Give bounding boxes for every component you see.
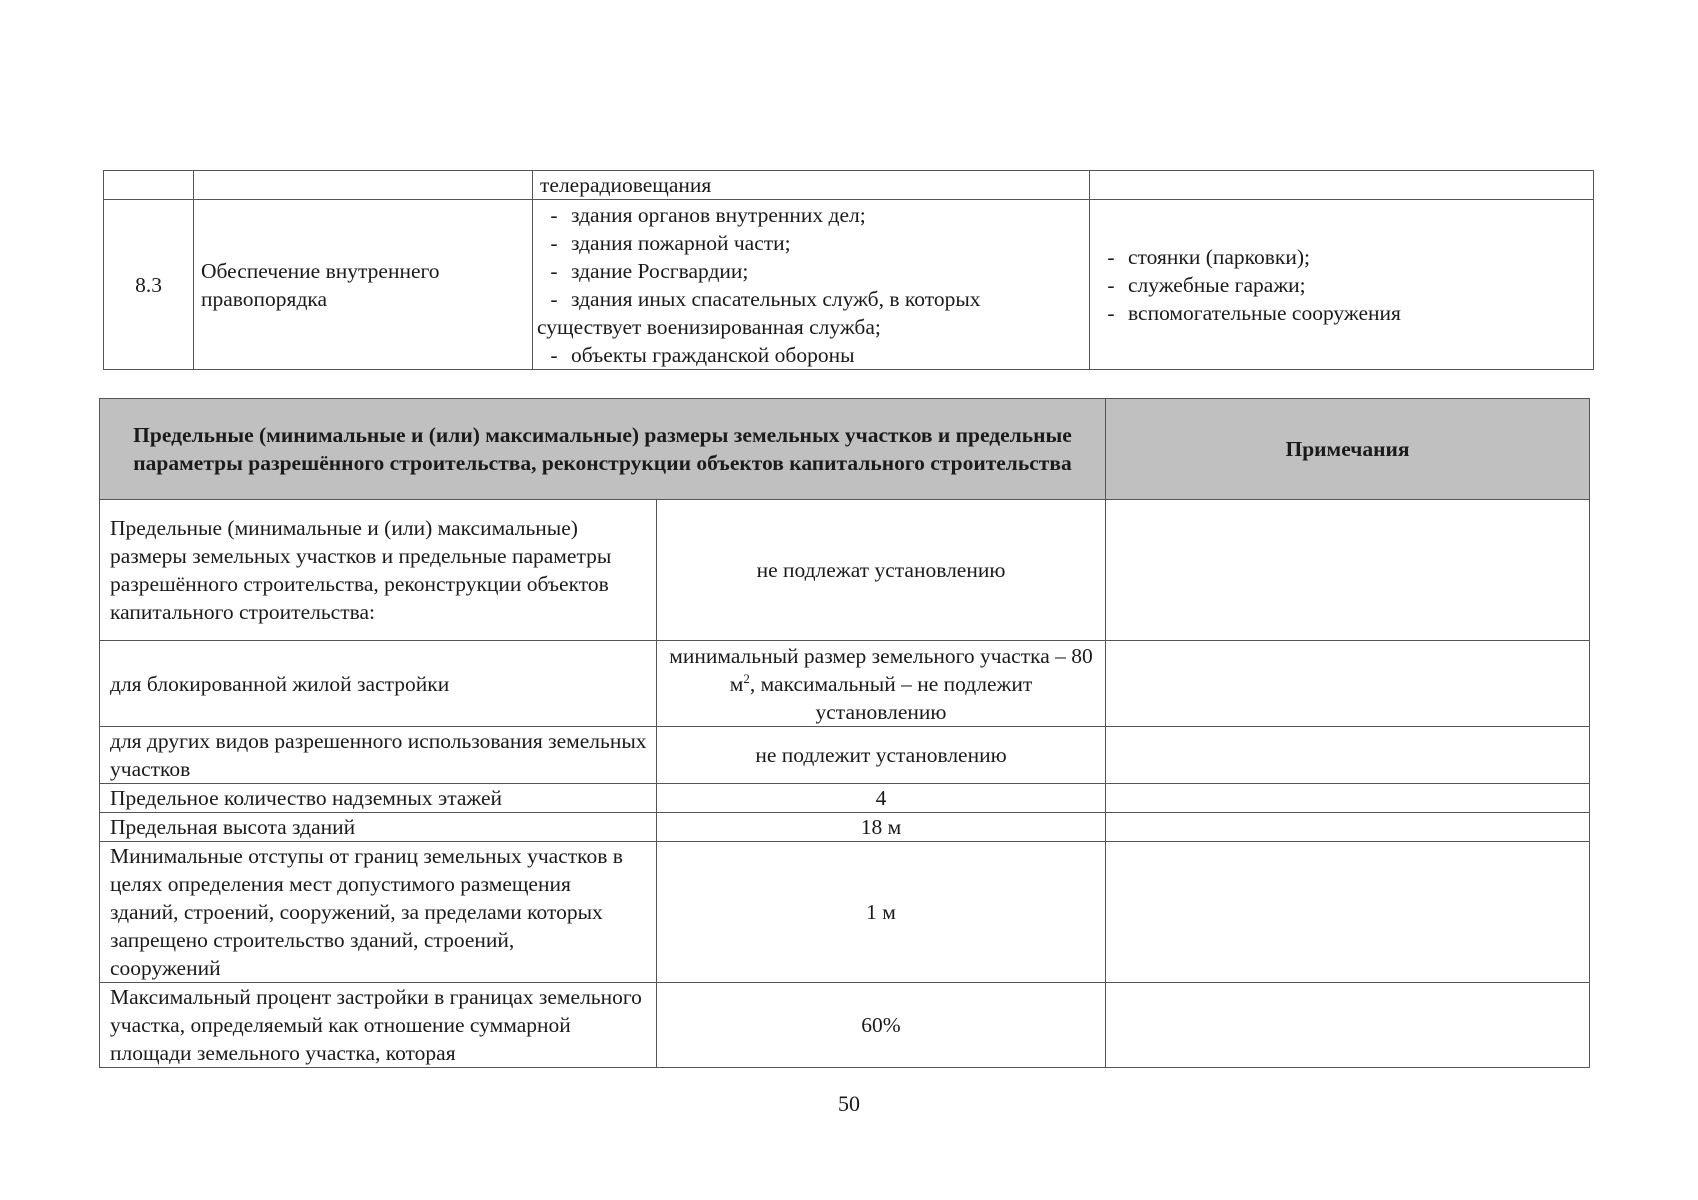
- param-value: не подлежат установлению: [657, 500, 1106, 641]
- param-value: 18 м: [657, 813, 1106, 842]
- table-cell: [194, 171, 533, 200]
- list-item: - здание Росгвардии;: [550, 258, 749, 283]
- continuation-cell: телерадиовещания: [533, 171, 1090, 200]
- list-item: - вспомогательные сооружения: [1107, 300, 1401, 325]
- table-row: [100, 500, 1590, 641]
- list-item: - здания иных спасательных служб, в которых: [550, 286, 981, 311]
- main-uses-cell: [533, 200, 1090, 370]
- param-note: [1106, 727, 1590, 784]
- parameters-table: [99, 398, 1590, 1068]
- use-name: Обеспечение внутреннего правопорядка: [194, 200, 533, 370]
- permitted-use-table: [103, 170, 1594, 370]
- param-value: минимальный размер земельного участка – 80 $м^2$, максимальный – не подлежит установлению: [657, 641, 1106, 727]
- aux-uses-list: [1094, 243, 1593, 327]
- table-cell: [104, 171, 194, 200]
- table-row: [100, 784, 1590, 813]
- param-value: 60%: [657, 983, 1106, 1068]
- param-label: Предельное количество надземных этажей: [100, 784, 657, 813]
- main-uses-list: [537, 201, 1089, 369]
- list-item: - служебные гаражи;: [1107, 272, 1306, 297]
- param-value: 1 м: [657, 842, 1106, 983]
- param-label: Минимальные отступы от границ земельных участков в целях определения мест допустимого размещения зданий, строений, сооружений, за пределами которых запрещено строительство зданий, строений, сооружений: [100, 842, 657, 983]
- param-value: 4: [657, 784, 1106, 813]
- table-row: [100, 842, 1590, 983]
- list-item: - здания пожарной части;: [550, 230, 791, 255]
- param-note: [1106, 842, 1590, 983]
- param-label: для блокированной жилой застройки: [100, 641, 657, 727]
- aux-uses-cell: [1090, 200, 1594, 370]
- param-label: Предельная высота зданий: [100, 813, 657, 842]
- header-notes: Примечания: [1106, 399, 1590, 500]
- param-note: [1106, 813, 1590, 842]
- param-label: для других видов разрешенного использования земельных участков: [100, 727, 657, 784]
- superscript: 2: [743, 670, 750, 686]
- list-item-wrap: существует военизированная служба;: [537, 314, 881, 339]
- table-row: [100, 813, 1590, 842]
- page-number: 50: [838, 1091, 860, 1116]
- param-label: Максимальный процент застройки в границах земельного участка, определяемый как отношение суммарной площади земельного участка, которая: [100, 983, 657, 1068]
- table-row: [100, 641, 1590, 727]
- list-item: - объекты гражданской обороны: [550, 342, 855, 367]
- list-item: - здания органов внутренних дел;: [550, 202, 866, 227]
- table-row: [104, 200, 1594, 370]
- param-note: [1106, 500, 1590, 641]
- row-number: 8.3: [104, 200, 194, 370]
- param-value: не подлежит установлению: [657, 727, 1106, 784]
- param-label: Предельные (минимальные и (или) максимальные) размеры земельных участков и предельные параметры разрешённого строительства, реконструкции объектов капитального строительства:: [100, 500, 657, 641]
- list-item: - стоянки (парковки);: [1107, 244, 1311, 269]
- table-header-row: [100, 399, 1590, 500]
- param-note: [1106, 641, 1590, 727]
- table-row: [104, 171, 1594, 200]
- table-cell: [1090, 171, 1594, 200]
- table-row: [100, 727, 1590, 784]
- param-note: [1106, 983, 1590, 1068]
- table-row: [100, 983, 1590, 1068]
- param-note: [1106, 784, 1590, 813]
- header-parameters: Предельные (минимальные и (или) максимальные) размеры земельных участков и предельные параметры разрешённого строительства, реконструкции объектов капитального строительства: [100, 399, 1106, 500]
